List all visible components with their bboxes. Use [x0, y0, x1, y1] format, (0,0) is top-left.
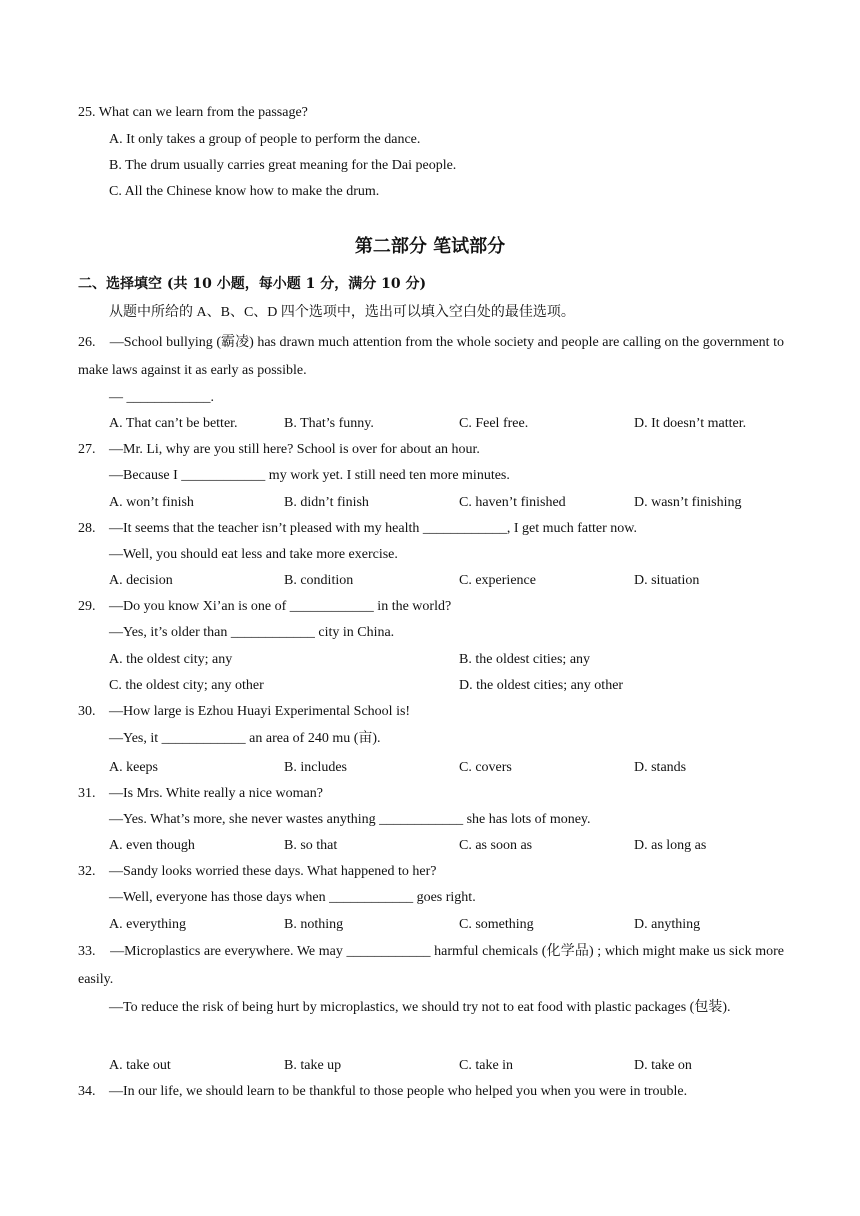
question-31-option-c: C. as soon as [459, 838, 533, 853]
question-31-option-b: B. so that [284, 838, 338, 853]
question-25-option-c: C. All the Chinese know how to make the drum. [109, 184, 380, 199]
question-27-number: 27. [78, 442, 96, 457]
instruction: 从题中所给的 A、B、C、D 四个选项中，选出可以填入空白处的最佳选项。 [109, 305, 575, 320]
question-number: 26. [78, 335, 96, 350]
question-27-option-c: C. haven’t finished [459, 495, 566, 510]
question-34-number: 34. [78, 1084, 96, 1099]
question-25-option-a: A. It only takes a group of people to perform the dance. [109, 132, 421, 147]
part-heading: 二、选择填空 (共 10 小题，每小题 1 分，满分 10 分) [78, 276, 427, 292]
question-28-option-b: B. condition [284, 573, 354, 588]
question-29-line1: —Do you know Xi’an is one of ____________ in the world? [109, 599, 452, 614]
question-28-option-a: A. decision [109, 573, 173, 588]
question-30-line2: —Yes, it ____________ an area of 240 mu (亩). [109, 731, 381, 746]
section-title: 第二部分 笔试部分 [354, 236, 506, 257]
question-33 [78, 938, 784, 994]
question-32-number: 32. [78, 864, 96, 879]
question-32-option-b: B. nothing [284, 917, 344, 932]
question-26-option-b: B. That’s funny. [284, 416, 374, 431]
question-32-option-a: A. everything [109, 917, 186, 932]
question-27-option-d: D. wasn’t finishing [634, 495, 742, 510]
question-30-option-a: A. keeps [109, 760, 158, 775]
question-27-option-a: A. won’t finish [109, 495, 194, 510]
question-29-option-c: C. the oldest city; any other [109, 678, 264, 693]
question-33-option-b: B. take up [284, 1058, 342, 1073]
question-27-line1: —Mr. Li, why are you still here? School is over for about an hour. [109, 442, 480, 457]
question-29-option-d: D. the oldest cities; any other [459, 678, 624, 693]
question-29-line2: —Yes, it’s older than ____________ city in China. [109, 625, 395, 640]
question-28-option-d: D. situation [634, 573, 700, 588]
question-30-option-b: B. includes [284, 760, 347, 775]
question-25-option-b: B. The drum usually carries great meaning for the Dai people. [109, 158, 457, 173]
question-30-line1: —How large is Ezhou Huayi Experimental School is! [109, 704, 411, 719]
question-33-option-d: D. take on [634, 1058, 692, 1073]
question-30-option-d: D. stands [634, 760, 687, 775]
question-33-line1: —Microplastics are everywhere. We may ____________ harmful chemicals (化学品) ; which might make us sick more easily. [78, 944, 785, 987]
question-33-line2: —To reduce the risk of being hurt by microplastics, we should try not to eat food with plastic packages (包装). [109, 1000, 731, 1015]
question-26-line2: — ____________. [109, 390, 214, 405]
question-31-line2: —Yes. What’s more, she never wastes anything ____________ she has lots of money. [109, 812, 591, 827]
question-29-option-b: B. the oldest cities; any [459, 652, 591, 667]
question-number: 33. [78, 944, 96, 959]
question-31-number: 31. [78, 786, 96, 801]
question-32-option-d: D. anything [634, 917, 701, 932]
question-30-number: 30. [78, 704, 96, 719]
question-28-line1: —It seems that the teacher isn’t pleased with my health ____________, I get much fatter now. [109, 521, 637, 536]
question-29-option-a: A. the oldest city; any [109, 652, 233, 667]
question-31-option-a: A. even though [109, 838, 195, 853]
question-29-number: 29. [78, 599, 96, 614]
question-34-line1: —In our life, we should learn to be thankful to those people who helped you when you were in trouble. [109, 1084, 688, 1099]
question-31-option-d: D. as long as [634, 838, 707, 853]
question-32-line1: —Sandy looks worried these days. What happened to her? [109, 864, 437, 879]
question-33-option-a: A. take out [109, 1058, 171, 1073]
question-26-option-c: C. Feel free. [459, 416, 529, 431]
question-27-line2: —Because I ____________ my work yet. I still need ten more minutes. [109, 468, 510, 483]
question-27-option-b: B. didn’t finish [284, 495, 369, 510]
question-32-option-c: C. something [459, 917, 534, 932]
question-26-option-d: D. It doesn’t matter. [634, 416, 747, 431]
question-31-line1: —Is Mrs. White really a nice woman? [109, 786, 323, 801]
question-30-option-c: C. covers [459, 760, 512, 775]
question-25-stem: 25. What can we learn from the passage? [78, 105, 308, 120]
question-26-line1: —School bullying (霸凌) has drawn much attention from the whole society and people are calling on the government to make laws against it as early as possible. [78, 335, 785, 378]
question-28-option-c: C. experience [459, 573, 536, 588]
question-33-option-c: C. take in [459, 1058, 514, 1073]
question-26 [78, 329, 784, 385]
question-26-option-a: A. That can’t be better. [109, 416, 238, 431]
question-28-number: 28. [78, 521, 96, 536]
question-32-line2: —Well, everyone has those days when ____________ goes right. [109, 890, 476, 905]
question-28-line2: —Well, you should eat less and take more exercise. [109, 547, 398, 562]
